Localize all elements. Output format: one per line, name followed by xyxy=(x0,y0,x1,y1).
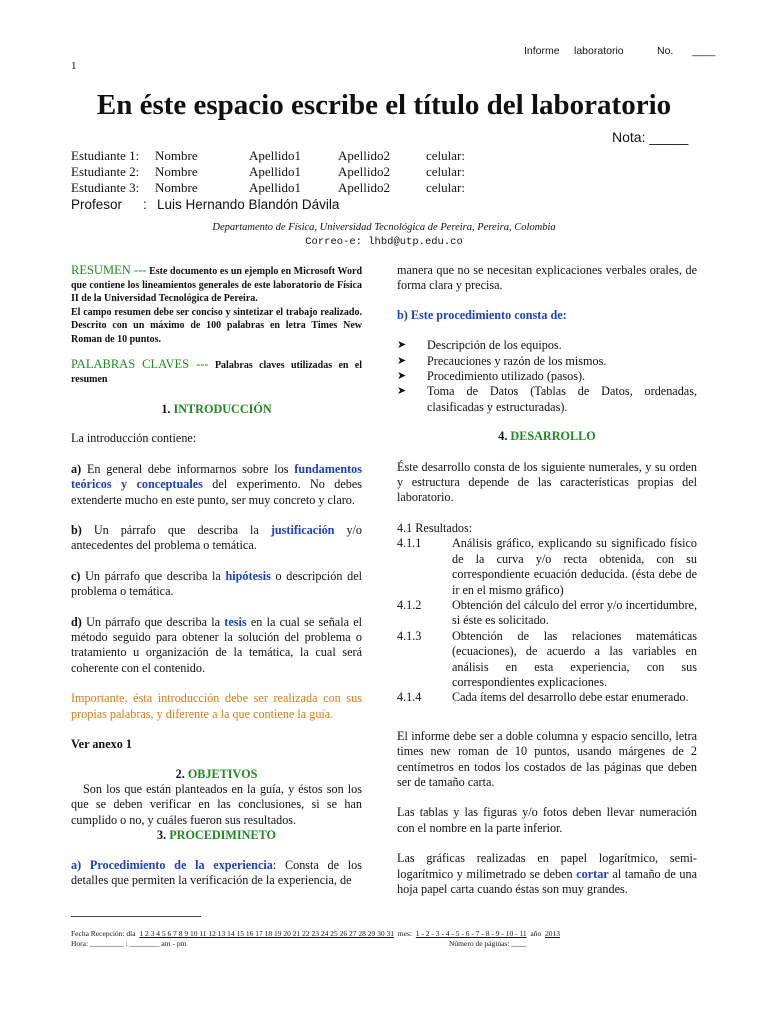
item-d-label: d) xyxy=(71,614,82,629)
intro-num: 1. xyxy=(161,402,171,416)
item-d-post: en la cual se señala el método seguido para obtener la solución del problema o tratamiento u organización de la temática, la cual será coherente con el contenido. xyxy=(71,614,363,675)
arrow-bullet-icon: ➤ xyxy=(397,385,407,398)
sub-item xyxy=(397,598,697,629)
proc-a-text: : Consta de los detalles que permiten la verificación de la experiencia, de xyxy=(71,857,362,887)
footer-hora: Hora: _________ : ________ am - pm xyxy=(71,939,187,948)
item-b-post: y/o antecedentes del problema o temática. xyxy=(71,523,363,553)
student-name: Nombre xyxy=(155,164,198,179)
student-celular: celular: xyxy=(426,148,465,163)
list-item-text: Precauciones y razón de los mismos. xyxy=(427,353,607,368)
paragraph-informe: El informe debe ser a doble columna y espacio sencillo, letra times new roman de 10 puntos, usando márgenes de 2 centímetros en todos los costados de las páginas que deben ser de tamaño carta. xyxy=(397,728,697,789)
footer-paginas: Número de páginas: ____ xyxy=(449,939,527,948)
sub-item-num: 4.1.1 xyxy=(397,536,422,551)
department-line: Departamento de Física, Universidad Tecnológica de Pereira, Pereira, Colombia xyxy=(212,222,556,233)
profesor-sep: : xyxy=(143,197,147,212)
header-informe: Informe xyxy=(524,45,560,57)
student-name: Nombre xyxy=(155,148,198,163)
arrow-bullet-icon: ➤ xyxy=(397,339,407,352)
list-item xyxy=(397,354,697,369)
paragraph-graficas xyxy=(397,851,697,897)
student-row xyxy=(71,148,511,164)
resumen-label: RESUMEN --- xyxy=(71,263,147,277)
arrow-bullet-icon: ➤ xyxy=(397,370,407,383)
proc-a-highlight: a) Procedimiento de la experiencia xyxy=(71,857,273,872)
student-apellido1: Apellido1 xyxy=(249,148,301,163)
item-a-post: del experimento. No debes extenderte mucho en este punto, ser muy concreto y claro. xyxy=(71,477,363,507)
student-apellido2: Apellido2 xyxy=(338,180,390,195)
importante-note: Importante, ésta introducción debe ser realizada con sus propias palabras, y diferente a la que contiene la guía. xyxy=(71,691,362,721)
nota-field: Nota: _____ xyxy=(612,129,689,145)
profesor-row xyxy=(71,197,571,215)
objetivos-heading xyxy=(71,767,362,782)
sub-item-text: Análisis gráfico, explicando su significado físico de la curva y/o recta obtenida, con su correspondiente ecuación deducida. (ésta debe de ir en el mismo gráfico) xyxy=(452,536,697,597)
student-label: Estudiante 2: xyxy=(71,164,140,179)
proc-a xyxy=(71,858,362,889)
sub-item xyxy=(397,629,697,691)
graficas-pre: Las gráficas realizadas en papel logarítmico, semi-logarítmico y milimetrado se deben xyxy=(397,851,697,881)
ano-label: año xyxy=(530,929,542,938)
item-c-label: c) xyxy=(71,568,81,583)
page-title: En éste espacio escribe el título del laboratorio xyxy=(96,89,672,121)
palabras-block xyxy=(71,358,362,386)
sub-item-num: 4.1.3 xyxy=(397,628,422,643)
list-item-text: Procedimiento utilizado (pasos). xyxy=(427,369,586,384)
students-block xyxy=(71,148,511,196)
intro-heading xyxy=(71,402,362,417)
student-name: Nombre xyxy=(155,180,198,195)
mes-label: mes: xyxy=(397,929,412,938)
student-apellido2: Apellido2 xyxy=(338,164,390,179)
student-row xyxy=(71,164,511,180)
palabras-label: PALABRAS CLAVES --- xyxy=(71,357,209,371)
sub-item xyxy=(397,690,697,705)
procedure-b-heading: b) Este procedimiento consta de: xyxy=(397,307,567,322)
graficas-post: al tamaño de una hoja papel carta cuando éstas son muy grandes. xyxy=(397,866,697,896)
student-apellido1: Apellido1 xyxy=(249,164,301,179)
right-column xyxy=(397,263,697,897)
footer-divider xyxy=(71,916,201,917)
item-d-pre: Un párrafo que describa la xyxy=(86,614,221,629)
item-c-highlight: hipótesis xyxy=(225,568,271,583)
graficas-highlight: cortar xyxy=(576,866,609,881)
student-label: Estudiante 1: xyxy=(71,148,140,163)
sub-item-text: Obtención de las relaciones matemáticas (ecuaciones), de acuerdo a las variables en análisis en esta experiencia, con sus correspondientes explicaciones. xyxy=(452,628,697,689)
header-laboratorio: laboratorio xyxy=(574,45,624,57)
intro-lead: La introducción contiene: xyxy=(71,431,197,446)
procedure-list xyxy=(397,338,697,415)
list-item-text: Toma de Datos (Tablas de Datos, ordenadas, clasificadas y estructuradas). xyxy=(427,384,697,414)
resumen-block xyxy=(71,264,362,346)
fecha-ano: 2013 xyxy=(545,929,561,938)
student-row xyxy=(71,180,511,196)
footer-fecha xyxy=(71,929,691,938)
proc-title: PROCEDIMINETO xyxy=(169,828,276,843)
item-c-pre: Un párrafo que describa la xyxy=(85,568,221,583)
des-num: 4. xyxy=(498,429,508,444)
student-celular: celular: xyxy=(426,164,465,179)
resultados-heading: 4.1 Resultados: xyxy=(397,520,473,535)
des-title: DESARROLLO xyxy=(510,429,596,444)
item-a-pre: En general debe informarnos sobre los xyxy=(86,461,289,476)
fecha-dias: 1 2 3 4 5 6 7 8 9 10 11 12 13 14 15 16 17 18 19 20 21 22 23 24 25 26 27 28 29 30 31 xyxy=(139,929,395,938)
list-item xyxy=(397,338,697,353)
intro-item-b xyxy=(71,523,362,554)
desarrollo-heading xyxy=(397,429,697,444)
desarrollo-text: Éste desarrollo consta de los siguiente numerales, y su orden y estructura depende de las características propias del laboratorio. xyxy=(397,459,697,505)
proc-num: 3. xyxy=(157,828,167,843)
resumen-text: Este documento es un ejemplo en Microsoft Word que contiene los lineamientos generales de este laboratorio de Física II de la Universidad Tecnológica de Pereira. xyxy=(71,266,363,304)
intro-item-d xyxy=(71,615,362,677)
fecha-meses: 1 - 2 - 3 - 4 - 5 - 6 - 7 - 8 - 9 - 10 - 11 xyxy=(415,929,527,938)
item-b-pre: Un párrafo que describa la xyxy=(93,523,259,538)
sub-item xyxy=(397,536,697,598)
profesor-label: Profesor xyxy=(71,197,123,212)
paragraph-tablas: Las tablas y las figuras y/o fotos deben llevar numeración con el nombre en la parte inferior. xyxy=(397,805,697,835)
item-a-highlight: fundamentos teóricos y conceptuales xyxy=(71,461,363,492)
student-apellido2: Apellido2 xyxy=(338,148,390,163)
intro-item-c xyxy=(71,569,362,600)
sub-item-num: 4.1.2 xyxy=(397,597,422,612)
intro-title: INTRODUCCIÓN xyxy=(173,402,272,416)
list-item xyxy=(397,369,697,384)
sub-item-text: Obtención del cálculo del error y/o incertidumbre, si éste es solicitado. xyxy=(452,597,697,628)
header-no-blank: ____ xyxy=(692,45,716,57)
obj-num: 2. xyxy=(175,766,185,781)
student-label: Estudiante 3: xyxy=(71,180,140,195)
student-celular: celular: xyxy=(426,180,465,195)
obj-title: OBJETIVOS xyxy=(187,766,258,781)
objetivos-text: Son los que están planteados en la guía, y éstos son los que se deben verificar en las conclusiones, si se han cumplido o no, y cuáles fueron sus resultados. xyxy=(71,781,362,827)
cont-text: manera que no se necesitan explicaciones verbales orales, de forma clara y precisa. xyxy=(397,263,697,293)
palabras-text: Palabras claves utilizadas en el resumen xyxy=(71,360,363,385)
profesor-name: Luis Hernando Blandón Dávila xyxy=(157,197,340,212)
item-b-highlight: justificación xyxy=(270,523,335,538)
list-item-text: Descripción de los equipos. xyxy=(427,338,562,353)
sub-item-text: Cada ítems del desarrollo debe estar enumerado. xyxy=(452,690,689,705)
sub-item-num: 4.1.4 xyxy=(397,690,422,705)
page-number: 1 xyxy=(71,60,77,72)
item-c-post: o descripción del problema o temática. xyxy=(71,568,363,599)
ver-anexo: Ver anexo 1 xyxy=(71,737,132,752)
item-d-highlight: tesis xyxy=(224,614,247,629)
list-item xyxy=(397,384,697,415)
resumen-text-2: El campo resumen debe ser conciso y sintetizar el trabajo realizado. Descrito con un máximo de 100 palabras en letra Times New Roman de 10 puntos. xyxy=(71,306,362,345)
fecha-label: Fecha Recepción: día xyxy=(71,929,136,938)
email-line: Correo-e: lhbd@utp.edu.co xyxy=(305,236,463,248)
student-apellido1: Apellido1 xyxy=(249,180,301,195)
item-b-label: b) xyxy=(71,523,82,538)
header-no: No. xyxy=(657,45,674,57)
arrow-bullet-icon: ➤ xyxy=(397,354,407,367)
intro-item-a xyxy=(71,462,362,508)
procedimiento-heading xyxy=(71,828,362,843)
left-column xyxy=(71,264,362,888)
item-a-label: a) xyxy=(71,461,82,476)
